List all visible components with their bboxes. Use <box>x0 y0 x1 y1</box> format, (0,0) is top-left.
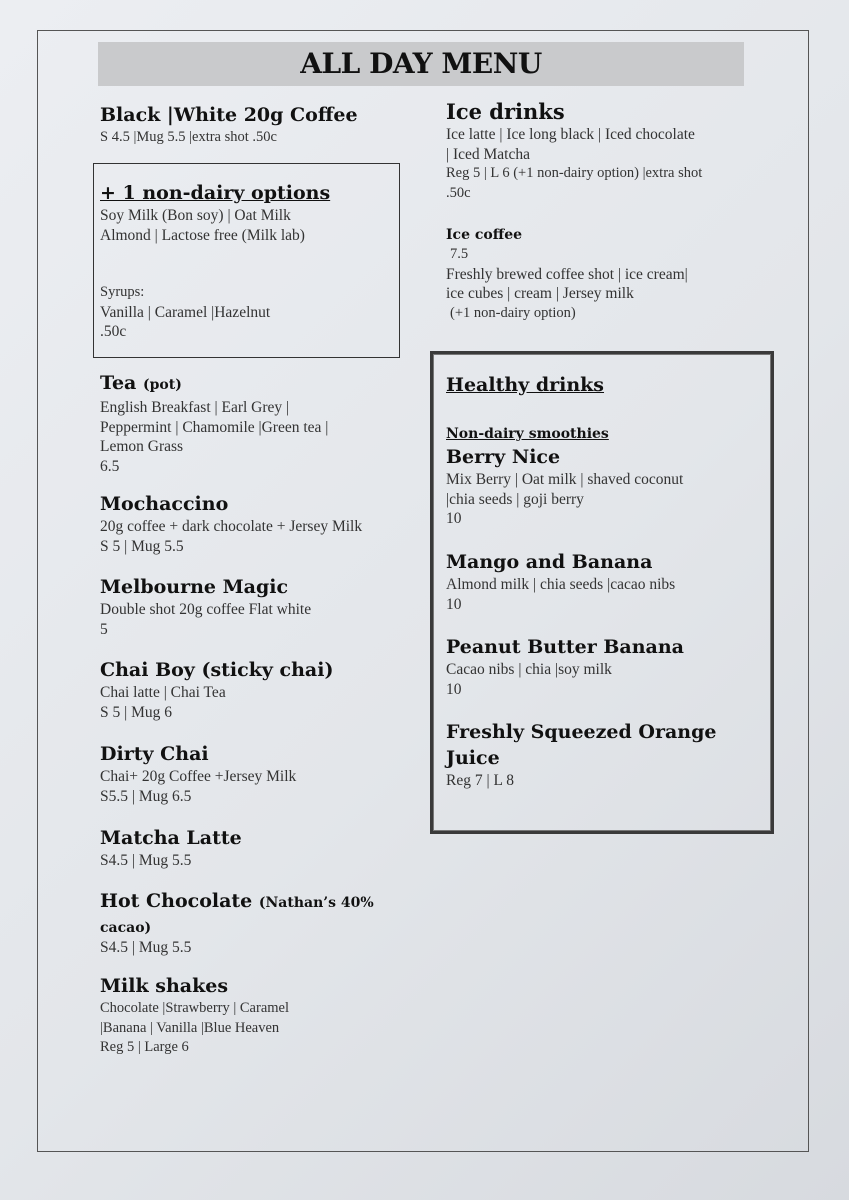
item-tea-price: 6.5 <box>100 457 120 475</box>
item-peanut-butter-banana <box>446 634 756 699</box>
item-matcha-latte <box>100 825 430 871</box>
berry-line1: Mix Berry | Oat milk | shaved coconut <box>446 471 684 488</box>
item-hot-choc-line1: S4.5 | Mug 5.5 <box>100 939 192 956</box>
menu-title: ALL DAY MENU <box>300 47 542 80</box>
mango-price: 10 <box>446 595 462 613</box>
item-mochaccino-title: Mochaccino <box>100 493 229 515</box>
item-dirty-chai-title: Dirty Chai <box>100 743 209 765</box>
item-hot-choc-note: (Nathan’s 40% <box>258 895 374 911</box>
item-mochaccino-line2: S 5 | Mug 5.5 <box>100 537 184 555</box>
item-ice-drinks <box>446 99 746 203</box>
healthy-title: Healthy drinks <box>446 374 605 396</box>
item-melbourne-magic <box>100 574 430 639</box>
nondairy-line2: Almond | Lactose free (Milk lab) <box>100 226 305 244</box>
item-milkshakes-line3: Reg 5 | Large 6 <box>100 1039 189 1055</box>
syrups-line: Vanilla | Caramel |Hazelnut <box>100 303 271 321</box>
item-ice-coffee <box>446 225 746 323</box>
item-tea-line2: Peppermint | Chamomile |Green tea | <box>100 418 329 436</box>
ice-coffee-line1: Freshly brewed coffee shot | ice cream| <box>446 265 688 283</box>
orange-line1: Reg 7 | L 8 <box>446 772 514 789</box>
item-tea <box>100 370 430 476</box>
healthy-heading <box>446 372 746 398</box>
nondairy-line1: Soy Milk (Bon soy) | Oat Milk <box>100 207 291 224</box>
ice-coffee-line3: (+1 non-dairy option) <box>450 304 576 321</box>
ice-drinks-line3: Reg 5 | L 6 (+1 non-dairy option) |extra shot <box>446 165 703 181</box>
item-chai-boy <box>100 657 430 722</box>
item-chai-boy-title: Chai Boy (sticky chai) <box>100 659 334 681</box>
item-hot-choc-title: Hot Chocolate <box>100 890 253 912</box>
syrups-price: .50c <box>100 323 127 340</box>
item-matcha-title: Matcha Latte <box>100 827 242 849</box>
berry-line2: |chia seeds | goji berry <box>446 490 584 508</box>
item-milkshakes-line1: Chocolate |Strawberry | Caramel <box>100 1000 290 1016</box>
item-coffee-title: Black |White 20g Coffee <box>100 104 358 126</box>
item-mochaccino-line1: 20g coffee + dark chocolate + Jersey Milk <box>100 518 363 535</box>
smoothies-subtitle: Non-dairy smoothies <box>446 426 609 442</box>
peanut-title: Peanut Butter Banana <box>446 636 684 658</box>
peanut-line1: Cacao nibs | chia |soy milk <box>446 661 612 678</box>
item-tea-title: Tea <box>100 372 137 394</box>
item-milk-shakes <box>100 973 430 1058</box>
item-hot-choc-note2: cacao) <box>100 920 152 936</box>
nondairy-options <box>100 180 390 342</box>
item-coffee-prices: S 4.5 |Mug 5.5 |extra shot .50c <box>100 129 277 145</box>
item-tea-line1: English Breakfast | Earl Grey | <box>100 399 290 416</box>
orange-title: Freshly Squeezed Orange Juice <box>446 721 717 769</box>
item-dirty-chai-line1: Chai+ 20g Coffee +Jersey Milk <box>100 768 297 785</box>
item-melbourne-line1: Double shot 20g coffee Flat white <box>100 601 312 618</box>
item-melbourne-price: 5 <box>100 620 108 638</box>
ice-drinks-title: Ice drinks <box>446 99 565 124</box>
berry-title: Berry Nice <box>446 446 561 468</box>
item-mango-banana <box>446 549 756 614</box>
item-orange-juice <box>446 719 746 791</box>
item-mochaccino <box>100 491 430 556</box>
item-tea-note: (pot) <box>142 377 182 393</box>
syrups-label: Syrups: <box>100 284 145 300</box>
item-milkshakes-title: Milk shakes <box>100 975 229 997</box>
item-tea-line3: Lemon Grass <box>100 438 184 455</box>
mango-line1: Almond milk | chia seeds |cacao nibs <box>446 576 676 593</box>
peanut-price: 10 <box>446 680 462 698</box>
item-chai-boy-line1: Chai latte | Chai Tea <box>100 684 226 701</box>
item-chai-boy-line2: S 5 | Mug 6 <box>100 703 173 721</box>
item-coffee <box>100 102 430 148</box>
mango-title: Mango and Banana <box>446 551 653 573</box>
item-hot-chocolate <box>100 888 400 958</box>
ice-coffee-title: Ice coffee <box>446 227 523 243</box>
ice-drinks-line4: .50c <box>446 184 471 201</box>
item-matcha-line1: S4.5 | Mug 5.5 <box>100 852 192 869</box>
item-melbourne-title: Melbourne Magic <box>100 576 289 598</box>
item-dirty-chai <box>100 741 430 806</box>
item-milkshakes-line2: |Banana | Vanilla |Blue Heaven <box>100 1019 280 1036</box>
berry-price: 10 <box>446 510 462 527</box>
nondairy-title: + 1 non-dairy options <box>100 182 331 204</box>
item-berry-nice <box>446 424 756 529</box>
ice-coffee-line2: ice cubes | cream | Jersey milk <box>446 285 634 302</box>
ice-coffee-price: 7.5 <box>450 246 469 262</box>
item-dirty-chai-line2: S5.5 | Mug 6.5 <box>100 787 192 805</box>
ice-drinks-line1: Ice latte | Ice long black | Iced chocolate <box>446 126 695 143</box>
ice-drinks-line2: | Iced Matcha <box>446 145 531 163</box>
